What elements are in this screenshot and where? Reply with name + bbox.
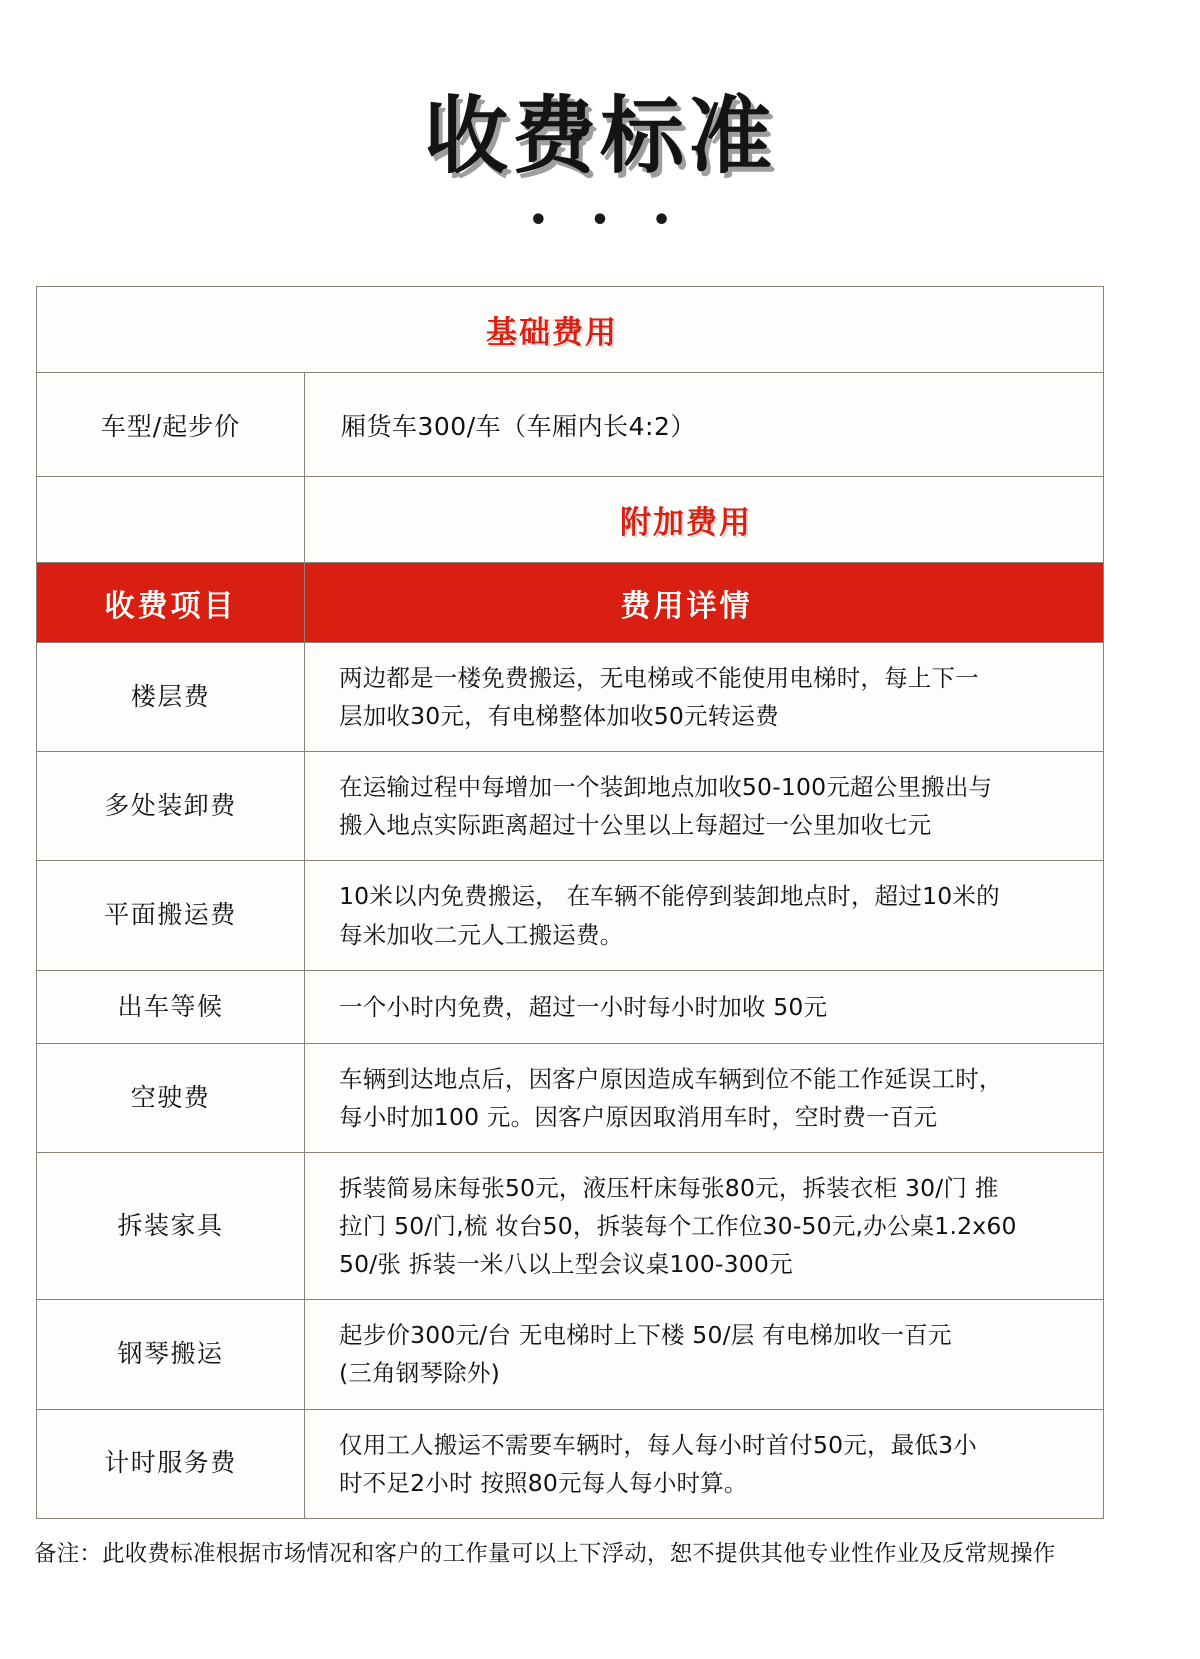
section-header-additional-spacer bbox=[37, 477, 305, 563]
detail-line: 在运输过程中每增加一个装卸地点加收50-100元超公里搬出与 bbox=[339, 773, 993, 802]
detail-line: 起步价300元/台 无电梯时上下楼 50/层 有电梯加收一百元 bbox=[339, 1321, 952, 1350]
basic-row-item-label: 车型/起步价 bbox=[37, 373, 305, 477]
section-header-basic-cell bbox=[37, 287, 1104, 373]
detail-line: 一个小时内免费，超过一小时每小时加收 50元 bbox=[339, 992, 828, 1021]
detail-line: 拉门 50/门,梳 妆台50，拆装每个工作位30-50元,办公桌1.2x60 bbox=[339, 1212, 1017, 1241]
row-item-label: 平面搬运费 bbox=[37, 861, 305, 970]
table-row bbox=[37, 1409, 1104, 1518]
row-detail-value bbox=[305, 643, 1104, 752]
section-basic-label: 基础费用 bbox=[486, 315, 618, 352]
fee-table-container bbox=[36, 286, 1104, 1518]
detail-line: 层加收30元，有电梯整体加收50元转运费 bbox=[339, 702, 779, 731]
title-block bbox=[0, 0, 1200, 239]
row-detail-value bbox=[305, 1153, 1104, 1300]
fee-table bbox=[36, 286, 1104, 1518]
detail-line: 搬入地点实际距离超过十公里以上每超过一公里加收七元 bbox=[339, 811, 932, 840]
detail-line: 两边都是一楼免费搬运，无电梯或不能使用电梯时，每上下一 bbox=[339, 664, 979, 693]
section-additional-label: 附加费用 bbox=[620, 505, 752, 542]
column-header-detail: 费用详情 bbox=[305, 563, 1104, 643]
row-detail-value bbox=[305, 1300, 1104, 1409]
section-header-additional bbox=[37, 477, 1104, 563]
detail-line: 时不足2小时 按照80元每人每小时算。 bbox=[339, 1468, 748, 1497]
table-row bbox=[37, 861, 1104, 970]
row-item-label: 空驶费 bbox=[37, 1044, 305, 1153]
basic-row-detail-value: 厢货车300/车（车厢内长4:2） bbox=[305, 373, 1104, 477]
detail-line: 每小时加100 元。因客户原因取消用车时，空时费一百元 bbox=[339, 1103, 938, 1132]
detail-line: (三角钢琴除外) bbox=[339, 1359, 500, 1388]
row-detail-value bbox=[305, 1044, 1104, 1153]
row-item-label: 出车等候 bbox=[37, 970, 305, 1044]
row-detail-value bbox=[305, 970, 1104, 1044]
table-column-header-row bbox=[37, 563, 1104, 643]
detail-line: 10米以内免费搬运， 在车辆不能停到装卸地点时，超过10米的 bbox=[339, 882, 1000, 911]
row-detail-value bbox=[305, 1409, 1104, 1518]
row-detail-value bbox=[305, 752, 1104, 861]
page-title: 收费标准 bbox=[423, 87, 776, 185]
row-item-label: 拆装家具 bbox=[37, 1153, 305, 1300]
row-item-label: 计时服务费 bbox=[37, 1409, 305, 1518]
table-row bbox=[37, 643, 1104, 752]
detail-line: 50/张 拆装一米八以上型会议桌100-300元 bbox=[339, 1250, 793, 1279]
column-header-item: 收费项目 bbox=[37, 563, 305, 643]
section-header-additional-cell bbox=[305, 477, 1104, 563]
detail-line: 仅用工人搬运不需要车辆时，每人每小时首付50元，最低3小 bbox=[339, 1430, 977, 1459]
section-header-basic bbox=[37, 287, 1104, 373]
table-row bbox=[37, 1300, 1104, 1409]
detail-line: 车辆到达地点后，因客户原因造成车辆到位不能工作延误工时， bbox=[339, 1065, 1003, 1094]
detail-line: 拆装简易床每张50元，液压杆床每张80元，拆装衣柜 30/门 推 bbox=[339, 1174, 999, 1203]
row-detail-value bbox=[305, 861, 1104, 970]
row-item-label: 多处装卸费 bbox=[37, 752, 305, 861]
table-row bbox=[37, 970, 1104, 1044]
fee-table-body bbox=[37, 287, 1104, 1518]
detail-line: 每米加收二元人工搬运费。 bbox=[339, 920, 624, 949]
table-row bbox=[37, 1044, 1104, 1153]
footnote-remark: 备注：此收费标准根据市场情况和客户的工作量可以上下浮动，恕不提供其他专业性作业及反常规操作 bbox=[34, 1540, 1056, 1567]
table-row bbox=[37, 1153, 1104, 1300]
table-row bbox=[37, 752, 1104, 861]
row-item-label: 楼层费 bbox=[37, 643, 305, 752]
table-row-basic-vehicle bbox=[37, 373, 1104, 477]
title-dots-decoration: • • • bbox=[528, 203, 688, 239]
row-item-label: 钢琴搬运 bbox=[37, 1300, 305, 1409]
